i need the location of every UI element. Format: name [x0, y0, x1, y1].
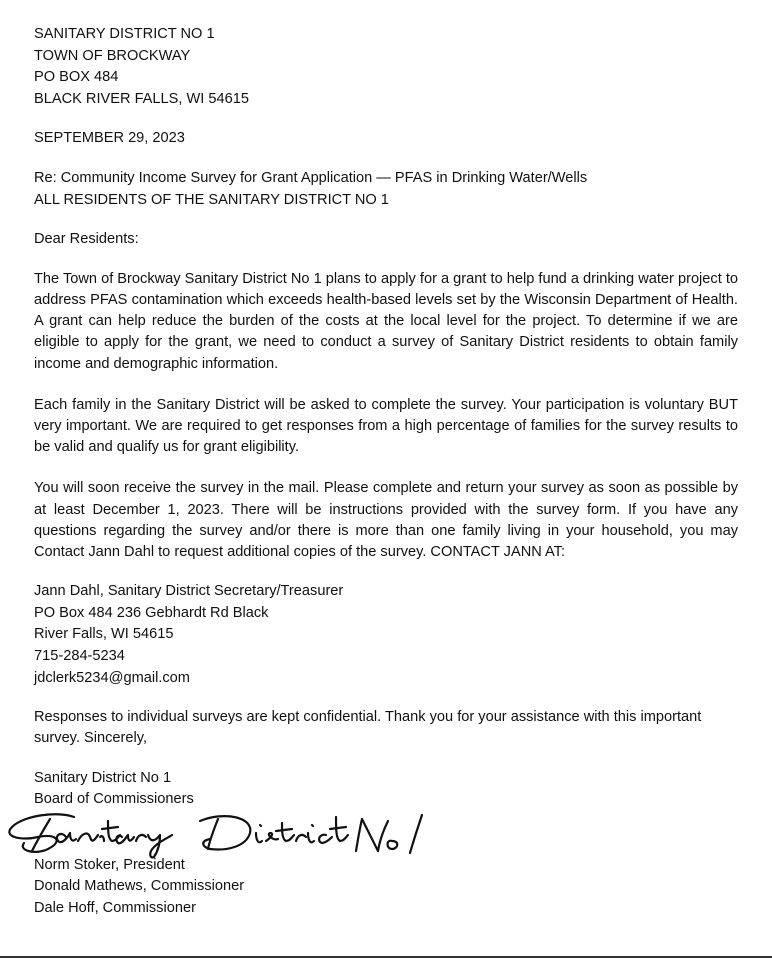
contact-address: PO Box 484 236 Gebhardt Rd Black — [34, 604, 269, 621]
signoff-line: Board of Commissioners — [34, 791, 194, 808]
sender-line: SANITARY DISTRICT NO 1 — [34, 26, 215, 42]
contact-email: jdclerk5234@gmail.com — [34, 669, 190, 686]
letter-date: SEPTEMBER 29, 2023 — [34, 130, 185, 147]
letter — [34, 24, 738, 920]
subject-block — [34, 168, 738, 211]
contact-phone: 715-284-5234 — [34, 647, 125, 664]
handwritten-signature — [4, 807, 738, 857]
letter-date-block — [34, 128, 738, 150]
signatory: Norm Stoker, President — [34, 856, 185, 873]
sender-line: BLACK RIVER FALLS, WI 54615 — [34, 90, 249, 107]
body-paragraph: Each family in the Sanitary District will be asked to complete the survey. Your participation is voluntary BUT very important. We are required to get responses from a high percentage of families for the survey results to be valid and qualify us for grant eligibility. — [34, 396, 738, 456]
audience-line: ALL RESIDENTS OF THE SANITARY DISTRICT NO 1 — [34, 191, 389, 208]
closing-paragraph: Responses to individual surveys are kept confidential. Thank you for your assistance with this important survey. Sincerely, — [34, 709, 702, 747]
body-paragraph: The Town of Brockway Sanitary District No 1 plans to apply for a grant to help fund a drinking water project to address PFAS contamination which exceeds health-based levels set by the Wisconsin Department of Health. A grant can help reduce the burden of the costs at the local level for the project. To determine if we are eligible to apply for the grant, we need to conduct a survey of Sanitary District residents to obtain family income and demographic information. — [34, 270, 738, 372]
contact-block — [34, 581, 738, 689]
contact-address: River Falls, WI 54615 — [34, 626, 174, 643]
sender-address — [34, 24, 738, 110]
contact-name: Jann Dahl, Sanitary District Secretary/Treasurer — [34, 583, 344, 600]
salutation-block — [34, 229, 738, 251]
signatories-block — [34, 855, 738, 920]
signatory: Donald Mathews, Commissioner — [34, 878, 245, 895]
signatory: Dale Hoff, Commissioner — [34, 899, 196, 916]
signoff-line: Sanitary District No 1 — [34, 769, 172, 786]
salutation: Dear Residents: — [34, 231, 139, 248]
body-paragraph: You will soon receive the survey in the mail. Please complete and return your survey as soon as possible by at least December 1, 2023. There will be instructions provided with the survey form. If you have any questions regarding the survey and/or there is more than one family living in your household, you may Contact Jann Dahl to request additional copies of the survey. CONTACT JANN AT: — [34, 480, 738, 560]
signature-icon — [4, 807, 444, 859]
signoff-block — [34, 768, 738, 811]
subject-line: Re: Community Income Survey for Grant Application — PFAS in Drinking Water/Wells — [34, 169, 588, 186]
sender-line: PO BOX 484 — [34, 69, 119, 86]
sender-line: TOWN OF BROCKWAY — [34, 47, 191, 64]
